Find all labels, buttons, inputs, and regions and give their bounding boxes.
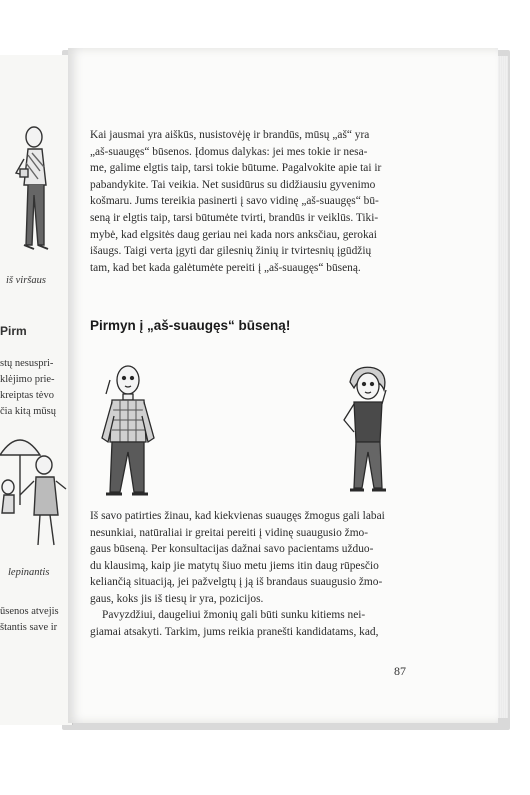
left-page-fragment: ūsenos atvejis [0,606,59,617]
left-page [0,55,73,725]
section-heading: Pirmyn į „aš-suaugęs“ būseną! [90,318,291,333]
paragraph-example [90,607,400,640]
left-page-fragment: kreiptas tėvo [0,390,54,401]
page-number: 87 [394,664,406,678]
text-line: Iš savo patirties žinau, kad kiekvienas suaugęs žmogus gali labai [90,510,385,522]
text-line: mybė, kad elgsitės daug geriau nei kada nors anksčiau, gerokai [90,228,377,241]
text-line: košmaru. Jums tereikia pasinerti į savo vidinę „aš-suaugęs“ bū- [90,195,379,208]
illustration-man-with-cup [14,125,73,265]
paragraph-intro [90,127,400,276]
text-line: me, galime elgtis taip, tarsi tokie būtume. Pagalvokite apie tai ir [90,162,382,175]
text-line: keliančią situaciją, jei pažvelgtų į ją iš brandaus suaugusio žmo- [90,576,383,589]
left-page-fragment: stų nesuspri- [0,358,54,369]
illustration-umbrella-figures [0,425,72,565]
text-line: Kai jausmai yra aiškūs, nusistovėję ir brandūs, mūsų „aš“ yra [90,129,370,141]
left-page-fragment: iš viršaus [6,275,46,286]
illustration-woman-hand-on-hip [330,362,410,512]
left-page-fragment: Pirm [0,324,27,338]
text-line: Pavyzdžiui, daugeliui žmonių gali būti sunku kitiems nei- [102,609,366,621]
text-line: du klausimą, kaip jie matytų šiuo metu jiems itin daug rūpesčio [90,559,379,572]
text-line: gaus būseną. Per konsultacijas dažnai savo pacientams užduo- [90,543,374,556]
text-line: giamai atsakyti. Tarkim, jums reikia pranešti kandidatams, kad, [90,625,379,638]
left-page-fragment: štantis save ir [0,622,58,633]
text-line: gaus, koks jis iš tiesų ir yra, pozicijos. [90,592,264,605]
left-page-fragment: klėjimo prie- [0,374,55,385]
text-line: seną ir elgtis taip, tarsi būtumėte tvirti, brandūs ir veiklūs. Tiki- [90,211,379,224]
text-line: pabandykite. Tai veikia. Net susidūrus su didžiausiu gyvenimo [90,178,376,191]
left-page-fragment: čia kitą mūsų [0,406,56,417]
text-line: nesunkiai, natūraliai ir greitai pereiti į vidinę suaugusio žmo- [90,526,369,539]
illustration-man-plaid-shirt [90,360,170,510]
left-page-fragment: lepinantis [8,567,50,578]
text-line: išaugs. Taigi verta įgyti dar gilesnių žinių ir tvirtesnių įgūdžių [90,245,372,258]
text-line: tam, kad bet kada galėtumėte pereiti į „aš-suaugęs“ būseną. [90,261,361,274]
text-line: „aš-suaugęs“ būsenos. Įdomus dalykas: jei mes tokie ir nesa- [90,145,368,158]
paragraph-experience [90,508,400,608]
page-stack-edge [498,56,508,718]
